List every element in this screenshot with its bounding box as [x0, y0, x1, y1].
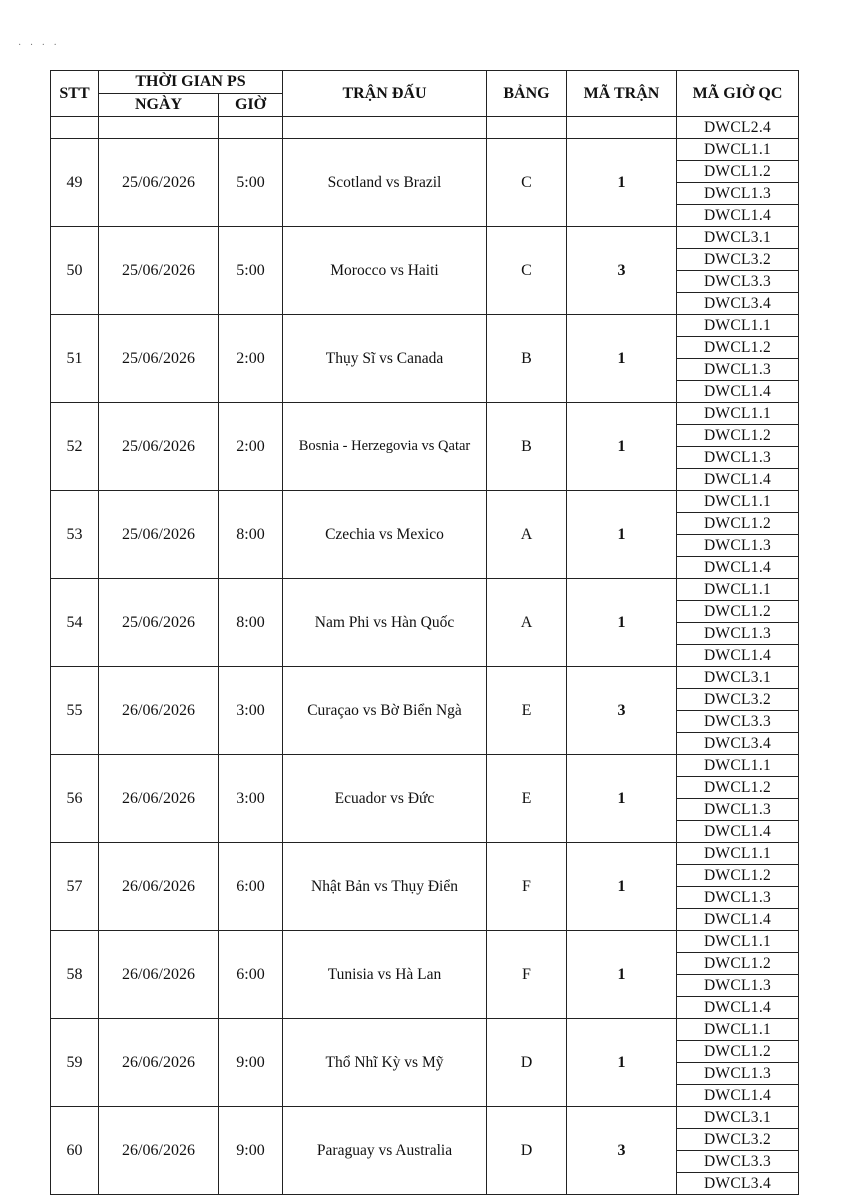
ad-code-cell: DWCL1.2 [677, 161, 799, 183]
match-cell: Curaçao vs Bờ Biển Ngà [283, 667, 487, 755]
stt-cell: 49 [51, 139, 99, 227]
header-match: TRẬN ĐẤU [283, 71, 487, 117]
match-cell: Ecuador vs Đức [283, 755, 487, 843]
match-cell: Scotland vs Brazil [283, 139, 487, 227]
time-cell: 9:00 [219, 1107, 283, 1195]
time-cell: 2:00 [219, 403, 283, 491]
time-cell: 2:00 [219, 315, 283, 403]
ad-code-cell: DWCL1.2 [677, 601, 799, 623]
group-cell: D [487, 1019, 567, 1107]
header-time: GIỜ [219, 94, 283, 117]
ad-code-cell: DWCL1.2 [677, 953, 799, 975]
ad-code-cell: DWCL1.3 [677, 447, 799, 469]
match-code-cell: 1 [567, 1019, 677, 1107]
date-cell: 25/06/2026 [99, 139, 219, 227]
ad-code-cell: DWCL3.4 [677, 1173, 799, 1195]
match-cell: Thụy Sĩ vs Canada [283, 315, 487, 403]
time-cell: 8:00 [219, 579, 283, 667]
ad-code-cell: DWCL1.4 [677, 1085, 799, 1107]
ad-code-cell: DWCL1.1 [677, 403, 799, 425]
group-cell: C [487, 227, 567, 315]
date-cell: 26/06/2026 [99, 667, 219, 755]
ad-code-cell: DWCL3.2 [677, 689, 799, 711]
match-code-cell: 3 [567, 667, 677, 755]
match-cell: Tunisia vs Hà Lan [283, 931, 487, 1019]
ad-code-cell: DWCL1.3 [677, 535, 799, 557]
ad-code-cell: DWCL1.1 [677, 931, 799, 953]
ad-code-cell: DWCL1.4 [677, 205, 799, 227]
table-row [51, 755, 799, 777]
group-cell: F [487, 931, 567, 1019]
table-row [51, 579, 799, 601]
table-row [51, 667, 799, 689]
date-cell: 25/06/2026 [99, 579, 219, 667]
match-code-cell: 1 [567, 315, 677, 403]
ad-code-cell: DWCL3.2 [677, 249, 799, 271]
table-body [51, 117, 799, 1195]
ad-code-cell: DWCL3.1 [677, 667, 799, 689]
match-code-cell: 3 [567, 227, 677, 315]
group-cell: A [487, 579, 567, 667]
ad-code-cell: DWCL1.3 [677, 623, 799, 645]
ad-code-cell: DWCL3.1 [677, 227, 799, 249]
time-cell: 8:00 [219, 491, 283, 579]
time-cell: 3:00 [219, 755, 283, 843]
ad-code-cell: DWCL1.3 [677, 975, 799, 997]
date-cell: 25/06/2026 [99, 491, 219, 579]
table-row [51, 843, 799, 865]
empty-cell [283, 117, 487, 139]
match-code-cell: 1 [567, 491, 677, 579]
stt-cell: 54 [51, 579, 99, 667]
ad-code-cell: DWCL3.3 [677, 1151, 799, 1173]
match-code-cell: 1 [567, 843, 677, 931]
time-cell: 3:00 [219, 667, 283, 755]
group-cell: E [487, 755, 567, 843]
stt-cell: 56 [51, 755, 99, 843]
stt-cell: 51 [51, 315, 99, 403]
ad-code-cell: DWCL1.2 [677, 425, 799, 447]
ad-code-cell: DWCL3.3 [677, 711, 799, 733]
stt-cell: 59 [51, 1019, 99, 1107]
header-broadcast-time: THỜI GIAN PS [99, 71, 283, 94]
ad-code-cell: DWCL3.4 [677, 293, 799, 315]
ad-code-cell: DWCL1.1 [677, 755, 799, 777]
ad-code-cell: DWCL1.4 [677, 381, 799, 403]
match-cell: Bosnia - Herzegovia vs Qatar [283, 403, 487, 491]
header-stt: STT [51, 71, 99, 117]
empty-cell [487, 117, 567, 139]
table-row [51, 1107, 799, 1129]
date-cell: 25/06/2026 [99, 227, 219, 315]
table-row [51, 931, 799, 953]
ad-code-cell: DWCL3.1 [677, 1107, 799, 1129]
date-cell: 25/06/2026 [99, 315, 219, 403]
ad-code-cell: DWCL1.1 [677, 491, 799, 513]
ad-code-cell: DWCL1.2 [677, 337, 799, 359]
match-code-cell: 1 [567, 403, 677, 491]
ad-code-cell: DWCL1.2 [677, 777, 799, 799]
time-cell: 9:00 [219, 1019, 283, 1107]
group-cell: D [487, 1107, 567, 1195]
table-row [51, 1019, 799, 1041]
ad-code-cell: DWCL3.3 [677, 271, 799, 293]
date-cell: 26/06/2026 [99, 1107, 219, 1195]
date-cell: 26/06/2026 [99, 1019, 219, 1107]
match-cell: Morocco vs Haiti [283, 227, 487, 315]
time-cell: 6:00 [219, 843, 283, 931]
ad-code-cell: DWCL1.2 [677, 865, 799, 887]
ad-code-cell: DWCL1.3 [677, 887, 799, 909]
date-cell: 25/06/2026 [99, 403, 219, 491]
match-code-cell: 1 [567, 931, 677, 1019]
stt-cell: 60 [51, 1107, 99, 1195]
time-cell: 5:00 [219, 227, 283, 315]
schedule-table [50, 70, 799, 1195]
match-code-cell: 1 [567, 579, 677, 667]
group-cell: C [487, 139, 567, 227]
empty-cell [99, 117, 219, 139]
header-date: NGÀY [99, 94, 219, 117]
ad-code-cell: DWCL1.3 [677, 359, 799, 381]
table-row [51, 491, 799, 513]
stt-cell: 58 [51, 931, 99, 1019]
ad-code-cell: DWCL1.4 [677, 997, 799, 1019]
table-row [51, 315, 799, 337]
match-code-cell: 1 [567, 755, 677, 843]
ad-code-cell: DWCL2.4 [677, 117, 799, 139]
time-cell: 6:00 [219, 931, 283, 1019]
ad-code-cell: DWCL1.4 [677, 557, 799, 579]
group-cell: E [487, 667, 567, 755]
ad-code-cell: DWCL1.3 [677, 183, 799, 205]
empty-cell [51, 117, 99, 139]
ad-code-cell: DWCL1.1 [677, 579, 799, 601]
stt-cell: 53 [51, 491, 99, 579]
continued-row [51, 117, 799, 139]
match-code-cell: 3 [567, 1107, 677, 1195]
table-row [51, 227, 799, 249]
table-row [51, 403, 799, 425]
group-cell: A [487, 491, 567, 579]
date-cell: 26/06/2026 [99, 843, 219, 931]
ad-code-cell: DWCL1.2 [677, 513, 799, 535]
ad-code-cell: DWCL1.4 [677, 821, 799, 843]
stt-cell: 50 [51, 227, 99, 315]
date-cell: 26/06/2026 [99, 755, 219, 843]
ad-code-cell: DWCL1.1 [677, 139, 799, 161]
match-cell: Thổ Nhĩ Kỳ vs Mỹ [283, 1019, 487, 1107]
ad-code-cell: DWCL1.1 [677, 843, 799, 865]
group-cell: B [487, 403, 567, 491]
header-group: BẢNG [487, 71, 567, 117]
time-cell: 5:00 [219, 139, 283, 227]
empty-cell [567, 117, 677, 139]
header-ad-code: MÃ GIỜ QC [677, 71, 799, 117]
group-cell: F [487, 843, 567, 931]
scan-specks: · · · · [18, 40, 60, 51]
stt-cell: 57 [51, 843, 99, 931]
stt-cell: 55 [51, 667, 99, 755]
match-cell: Czechia vs Mexico [283, 491, 487, 579]
match-cell: Nhật Bản vs Thụy Điển [283, 843, 487, 931]
group-cell: B [487, 315, 567, 403]
ad-code-cell: DWCL3.2 [677, 1129, 799, 1151]
table-row [51, 139, 799, 161]
stt-cell: 52 [51, 403, 99, 491]
ad-code-cell: DWCL1.3 [677, 799, 799, 821]
ad-code-cell: DWCL1.1 [677, 315, 799, 337]
ad-code-cell: DWCL1.1 [677, 1019, 799, 1041]
ad-code-cell: DWCL1.4 [677, 469, 799, 491]
date-cell: 26/06/2026 [99, 931, 219, 1019]
header-match-code: MÃ TRẬN [567, 71, 677, 117]
match-code-cell: 1 [567, 139, 677, 227]
ad-code-cell: DWCL3.4 [677, 733, 799, 755]
match-cell: Paraguay vs Australia [283, 1107, 487, 1195]
ad-code-cell: DWCL1.4 [677, 645, 799, 667]
empty-cell [219, 117, 283, 139]
ad-code-cell: DWCL1.2 [677, 1041, 799, 1063]
ad-code-cell: DWCL1.4 [677, 909, 799, 931]
match-cell: Nam Phi vs Hàn Quốc [283, 579, 487, 667]
table-header [51, 71, 799, 117]
ad-code-cell: DWCL1.3 [677, 1063, 799, 1085]
